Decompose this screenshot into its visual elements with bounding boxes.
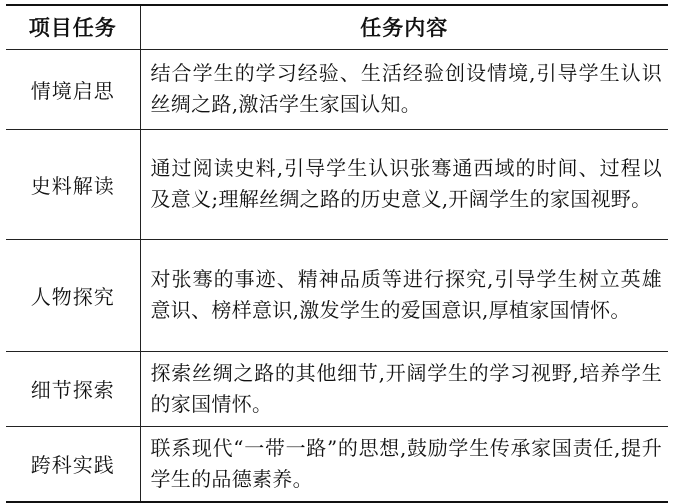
table-row: [6, 49, 668, 129]
table-header-row: [6, 5, 668, 49]
header-content: 任务内容: [140, 5, 668, 49]
task-name: 细节探索: [6, 351, 140, 426]
task-name: 史料解读: [6, 129, 140, 239]
task-name: 跨科实践: [6, 426, 140, 502]
task-content: 探索丝绸之路的其他细节,开阔学生的学习视野,培养学生的家国情怀。: [140, 351, 668, 426]
table-row: [6, 351, 668, 426]
header-task: 项目任务: [6, 5, 140, 49]
task-content: 对张骞的事迹、精神品质等进行探究,引导学生树立英雄意识、榜样意识,激发学生的爱国意识,厚植家国情怀。: [140, 239, 668, 351]
task-name: 情境启思: [6, 49, 140, 129]
task-content: 联系现代“一带一路”的思想,鼓励学生传承家国责任,提升学生的品德素养。: [140, 426, 668, 502]
table-row: [6, 239, 668, 351]
task-table-container: [6, 4, 668, 496]
table-row: [6, 129, 668, 239]
table-row: [6, 426, 668, 502]
task-content: 结合学生的学习经验、生活经验创设情境,引导学生认识丝绸之路,激活学生家国认知。: [140, 49, 668, 129]
task-content: 通过阅读史料,引导学生认识张骞通西域的时间、过程以及意义;理解丝绸之路的历史意义,开阔学生的家国视野。: [140, 129, 668, 239]
task-table: [6, 4, 668, 503]
task-name: 人物探究: [6, 239, 140, 351]
